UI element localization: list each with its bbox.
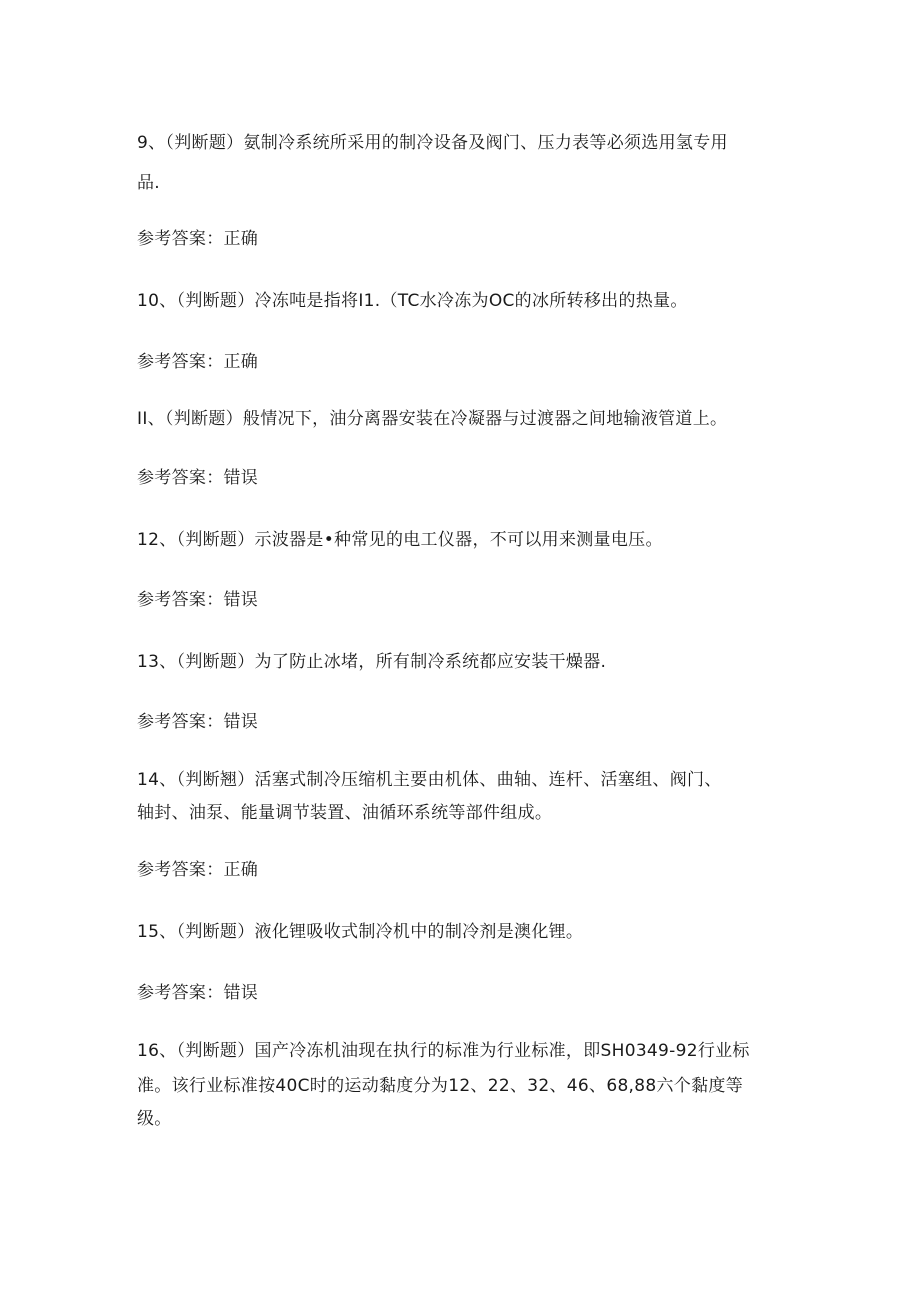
answer-text: 参考答案：错误 [137,983,259,1003]
question-text-line: 16、（判断题）国产冷冻机油现在执行的标准为行业标准，即SH0349-92行业标 [137,1041,750,1061]
question-text-line: 10、（判断题）冷冻吨是指将I1.（TC水冷冻为OC的冰所转移出的热量。 [137,291,688,311]
question-text-line: 9、（判断题）氨制冷系统所采用的制冷设备及阀门、压力表等必须选用氢专用 [137,133,728,153]
answer-text: 参考答案：错误 [137,712,259,732]
question-text-line: 级。 [137,1109,172,1129]
answer-text: 参考答案：错误 [137,468,259,488]
question-text-line: 14、（判断翘）活塞式制冷压缩机主要由机体、曲轴、连杆、活塞组、阀门、 [137,770,722,790]
question-text-line: 15、（判断题）液化锂吸收式制冷机中的制冷剂是澳化锂。 [137,922,584,942]
question-text-line: 轴封、油泵、能量调节装置、油循环系统等部件组成。 [137,803,553,823]
question-text-line: 13、（判断题）为了防止冰堵，所有制冷系统都应安装干燥器. [137,652,607,672]
answer-text: 参考答案：正确 [137,352,259,372]
question-text-line: 准。该行业标准按40C时的运动黏度分为12、22、32、46、68,88六个黏度等 [137,1076,743,1096]
question-text-line: 12、（判断题）示波器是•种常见的电工仪器，不可以用来测量电压。 [137,530,663,550]
answer-text: 参考答案：错误 [137,590,259,610]
question-text-line: II、（判断题）般情况下，油分离器安装在冷凝器与过渡器之间地输液管道上。 [137,409,728,429]
answer-text: 参考答案：正确 [137,229,259,249]
answer-text: 参考答案：正确 [137,860,259,880]
question-text-line: 品. [137,173,161,193]
